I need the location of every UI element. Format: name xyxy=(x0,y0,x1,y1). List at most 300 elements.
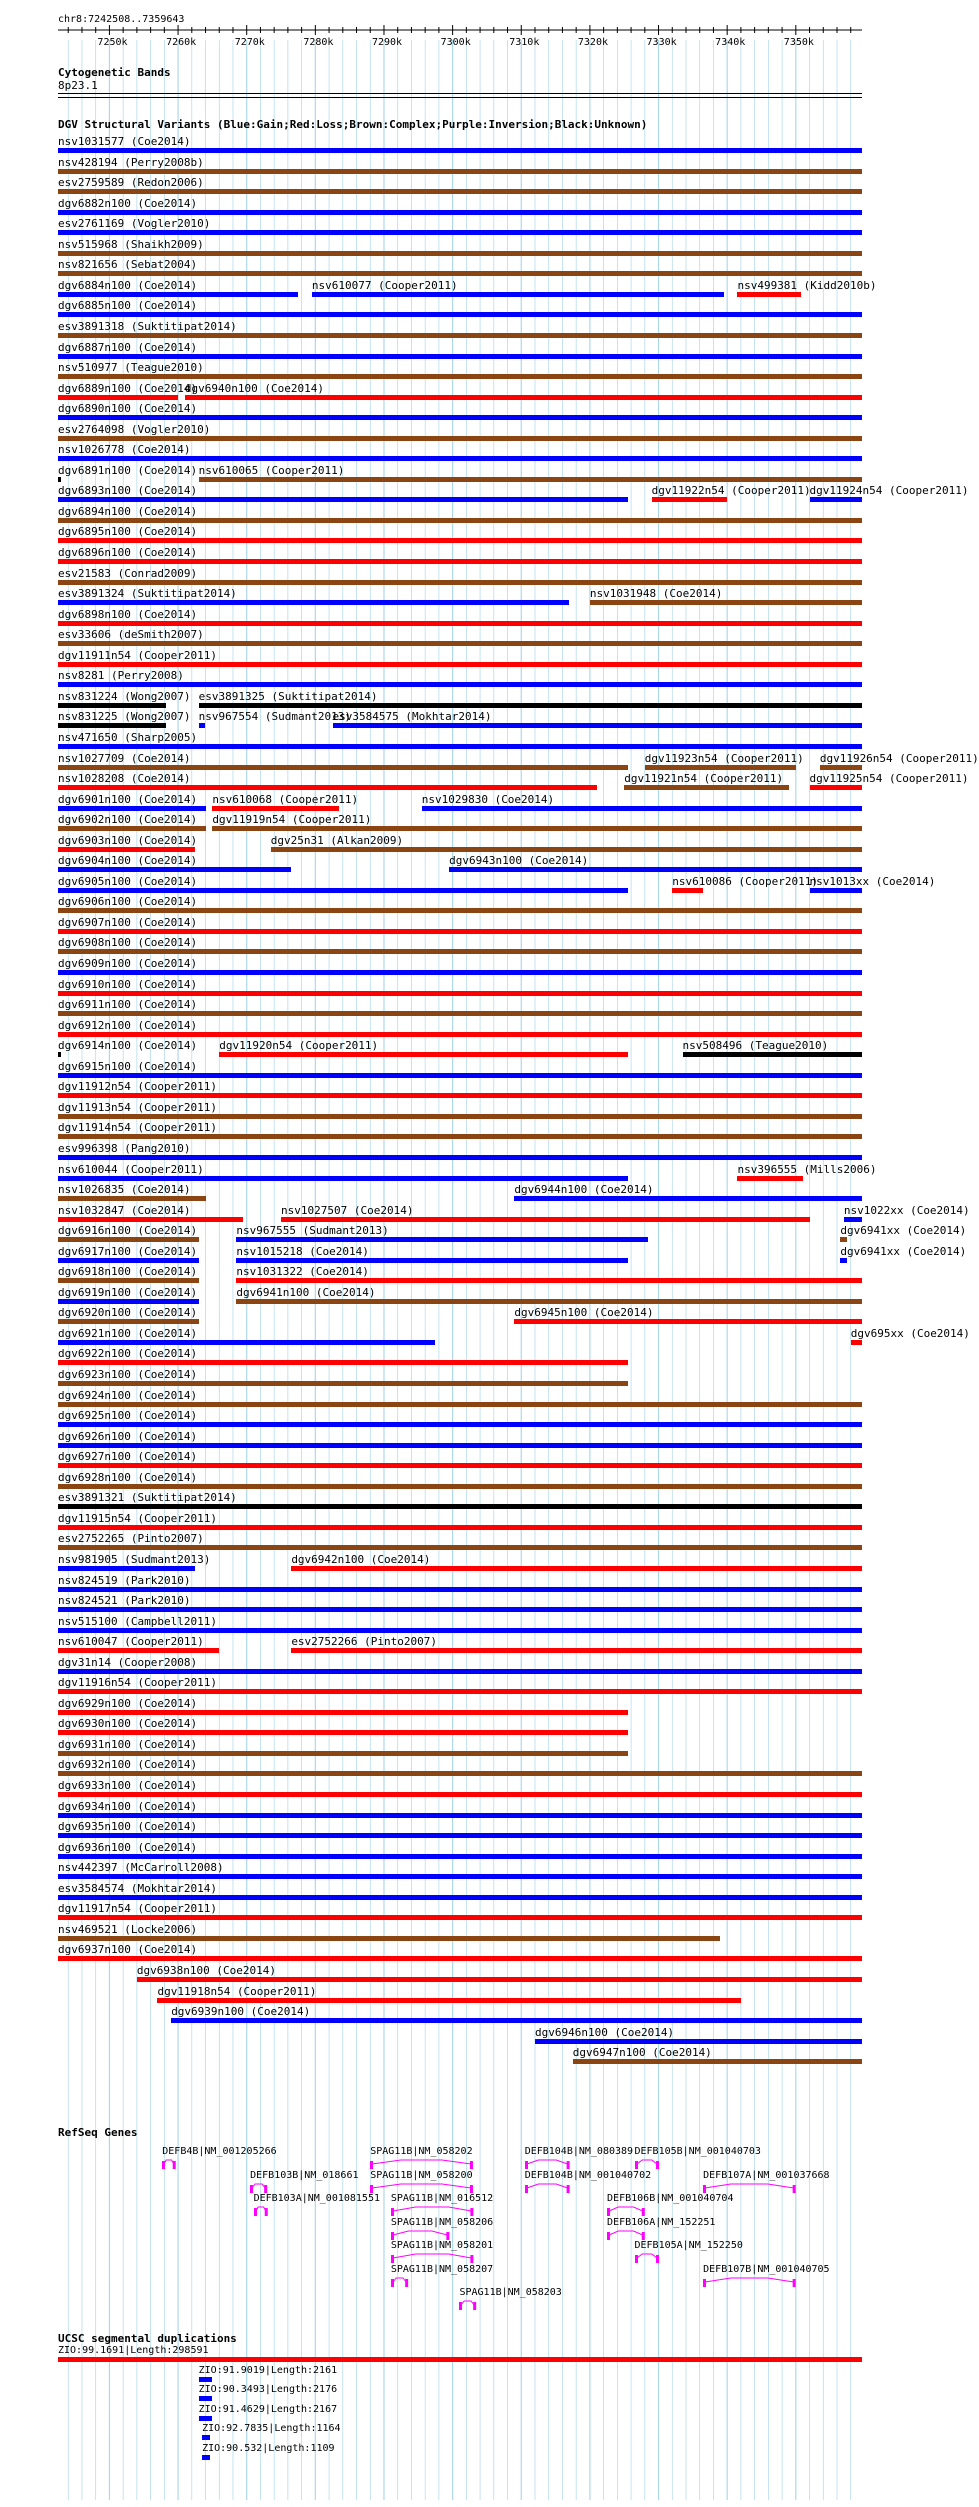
variant-bar[interactable] xyxy=(281,1217,810,1222)
gene-label-defb103b-nm-018661[interactable]: DEFB103B|NM_018661 xyxy=(250,2169,359,2181)
variant-bar[interactable] xyxy=(58,1628,862,1633)
variant-bar[interactable] xyxy=(58,1689,862,1694)
variant-bar[interactable] xyxy=(58,1792,862,1797)
variant-bar[interactable] xyxy=(58,1648,219,1653)
variant-label-dgv6901n100-coe2014[interactable]: dgv6901n100 (Coe2014) xyxy=(58,792,198,806)
variant-bar[interactable] xyxy=(212,826,862,831)
variant-bar[interactable] xyxy=(58,580,862,585)
variant-label-dgv6906n100-coe2014[interactable]: dgv6906n100 (Coe2014) xyxy=(58,895,198,909)
segdup-label[interactable]: ZIO:99.1691|Length:298591 xyxy=(58,2345,209,2356)
variant-label-esv2752265-pinto2007[interactable]: esv2752265 (Pinto2007) xyxy=(58,1532,204,1546)
variant-bar[interactable] xyxy=(171,2018,862,2023)
variant-bar[interactable] xyxy=(58,1052,61,1057)
variant-bar[interactable] xyxy=(58,374,862,379)
variant-bar[interactable] xyxy=(58,1114,862,1119)
variant-bar[interactable] xyxy=(58,1422,862,1427)
variant-bar[interactable] xyxy=(422,806,862,811)
variant-label-dgv6938n100-coe2014[interactable]: dgv6938n100 (Coe2014) xyxy=(136,1963,276,1977)
variant-bar[interactable] xyxy=(58,1360,628,1365)
variant-label-dgv31n14-cooper2008[interactable]: dgv31n14 (Cooper2008) xyxy=(58,1655,198,1669)
variant-bar[interactable] xyxy=(58,1854,862,1859)
variant-bar[interactable] xyxy=(58,600,569,605)
variant-bar[interactable] xyxy=(535,2039,862,2044)
segdup-label[interactable]: ZIO:91.9019|Length:2161 xyxy=(198,2364,338,2376)
variant-label-nsv428194-perry2008b[interactable]: nsv428194 (Perry2008b) xyxy=(58,155,204,169)
variant-label-dgv6939n100-coe2014[interactable]: dgv6939n100 (Coe2014) xyxy=(171,2005,311,2019)
segdup-bar[interactable] xyxy=(199,2377,213,2382)
variant-bar[interactable] xyxy=(514,1319,862,1324)
variant-bar[interactable] xyxy=(58,785,597,790)
segdup-label[interactable]: ZIO:90.3493|Length:2176 xyxy=(198,2384,338,2395)
variant-label-dgv6940n100-coe2014[interactable]: dgv6940n100 (Coe2014) xyxy=(184,381,324,395)
segdup-label[interactable]: ZIO:90.532|Length:1109 xyxy=(202,2442,335,2454)
variant-label-nsv1031577-coe2014[interactable]: nsv1031577 (Coe2014) xyxy=(58,135,191,148)
variant-bar[interactable] xyxy=(58,477,61,482)
variant-label-dgv6896n100-coe2014[interactable]: dgv6896n100 (Coe2014) xyxy=(58,546,198,559)
variant-bar[interactable] xyxy=(236,1258,627,1263)
variant-bar[interactable] xyxy=(236,1237,648,1242)
variant-bar[interactable] xyxy=(58,1155,862,1160)
variant-label-dgv11911n54-cooper2011[interactable]: dgv11911n54 (Cooper2011) xyxy=(58,648,217,662)
variant-label-dgv6907n100-coe2014[interactable]: dgv6907n100 (Coe2014) xyxy=(58,915,198,929)
gene-model[interactable] xyxy=(391,2229,451,2241)
gene-label-defb104b-nm-001040702[interactable]: DEFB104B|NM_001040702 xyxy=(524,2169,652,2181)
variant-bar[interactable] xyxy=(312,292,724,297)
variant-label-dgv6925n100-coe2014[interactable]: dgv6925n100 (Coe2014) xyxy=(58,1409,198,1423)
variant-bar[interactable] xyxy=(212,806,339,811)
variant-label-esv3584575-mokhtar2014[interactable]: esv3584575 (Mokhtar2014) xyxy=(332,710,492,724)
variant-label-dgv11915n54-cooper2011[interactable]: dgv11915n54 (Cooper2011) xyxy=(58,1511,217,1525)
gene-model[interactable] xyxy=(370,2158,475,2170)
variant-label-esv3891318-suktitipat2014[interactable]: esv3891318 (Suktitipat2014) xyxy=(58,319,237,333)
variant-bar[interactable] xyxy=(58,333,862,338)
variant-label-dgv6902n100-coe2014[interactable]: dgv6902n100 (Coe2014) xyxy=(58,813,198,827)
gene-label-defb106b-nm-001040704[interactable]: DEFB106B|NM_001040704 xyxy=(607,2193,734,2204)
variant-bar[interactable] xyxy=(58,436,862,441)
variant-label-dgv6908n100-coe2014[interactable]: dgv6908n100 (Coe2014) xyxy=(58,936,198,950)
gene-model[interactable] xyxy=(607,2205,647,2217)
variant-bar[interactable] xyxy=(840,1258,847,1263)
variant-label-esv21583-conrad2009[interactable]: esv21583 (Conrad2009) xyxy=(58,566,198,580)
segdup-bar[interactable] xyxy=(199,2396,213,2401)
variant-label-dgv6889n100-coe2014[interactable]: dgv6889n100 (Coe2014) xyxy=(58,381,198,395)
variant-label-dgv6914n100-coe2014[interactable]: dgv6914n100 (Coe2014) xyxy=(58,1039,198,1053)
variant-bar[interactable] xyxy=(514,1196,862,1201)
variant-bar[interactable] xyxy=(271,847,862,852)
variant-bar[interactable] xyxy=(58,559,862,564)
variant-bar[interactable] xyxy=(58,1751,628,1756)
variant-label-nsv610047-cooper2011[interactable]: nsv610047 (Cooper2011) xyxy=(58,1635,204,1649)
variant-label-dgv11921n54-cooper2011[interactable]: dgv11921n54 (Cooper2011) xyxy=(624,772,784,786)
variant-bar[interactable] xyxy=(58,662,862,667)
variant-label-dgv6890n100-coe2014[interactable]: dgv6890n100 (Coe2014) xyxy=(58,402,198,416)
gene-label-defb104b-nm-080389[interactable]: DEFB104B|NM_080389 xyxy=(524,2146,634,2157)
variant-bar[interactable] xyxy=(185,395,862,400)
variant-label-esv2759589-redon2006[interactable]: esv2759589 (Redon2006) xyxy=(58,176,204,190)
variant-label-dgv6921n100-coe2014[interactable]: dgv6921n100 (Coe2014) xyxy=(58,1326,198,1340)
variant-bar[interactable] xyxy=(624,785,789,790)
variant-label-dgv6934n100-coe2014[interactable]: dgv6934n100 (Coe2014) xyxy=(58,1799,198,1813)
variant-label-dgv6943n100-coe2014[interactable]: dgv6943n100 (Coe2014) xyxy=(449,854,589,868)
variant-bar[interactable] xyxy=(199,723,205,728)
variant-bar[interactable] xyxy=(58,1217,243,1222)
variant-bar[interactable] xyxy=(58,991,862,996)
variant-bar[interactable] xyxy=(652,497,728,502)
variant-label-nsv1031322-coe2014[interactable]: nsv1031322 (Coe2014) xyxy=(236,1265,369,1279)
variant-bar[interactable] xyxy=(58,169,862,174)
variant-bar[interactable] xyxy=(58,1093,862,1098)
variant-label-dgv11916n54-cooper2011[interactable]: dgv11916n54 (Cooper2011) xyxy=(58,1676,217,1690)
variant-bar[interactable] xyxy=(58,1402,862,1407)
variant-label-dgv11926n54-cooper2011[interactable]: dgv11926n54 (Cooper2011) xyxy=(819,751,979,765)
variant-label-dgv6931n100-coe2014[interactable]: dgv6931n100 (Coe2014) xyxy=(58,1737,198,1751)
gene-model[interactable] xyxy=(525,2182,572,2194)
variant-label-dgv11924n54-cooper2011[interactable]: dgv11924n54 (Cooper2011) xyxy=(809,484,969,498)
variant-bar[interactable] xyxy=(573,2059,862,2064)
variant-label-dgv6941xx-coe2014[interactable]: dgv6941xx (Coe2014) xyxy=(840,1244,967,1258)
variant-label-dgv11914n54-cooper2011[interactable]: dgv11914n54 (Cooper2011) xyxy=(58,1121,217,1135)
variant-label-dgv25n31-alkan2009[interactable]: dgv25n31 (Alkan2009) xyxy=(270,833,404,847)
variant-label-dgv6945n100-coe2014[interactable]: dgv6945n100 (Coe2014) xyxy=(514,1306,654,1320)
variant-label-dgv6941n100-coe2014[interactable]: dgv6941n100 (Coe2014) xyxy=(236,1285,376,1299)
variant-bar[interactable] xyxy=(58,867,291,872)
variant-label-dgv6915n100-coe2014[interactable]: dgv6915n100 (Coe2014) xyxy=(58,1059,198,1073)
variant-bar[interactable] xyxy=(58,806,206,811)
variant-label-nsv1026835-coe2014[interactable]: nsv1026835 (Coe2014) xyxy=(58,1183,191,1197)
variant-bar[interactable] xyxy=(58,518,862,523)
variant-label-dgv6920n100-coe2014[interactable]: dgv6920n100 (Coe2014) xyxy=(58,1306,198,1320)
variant-bar[interactable] xyxy=(58,1730,628,1735)
variant-bar[interactable] xyxy=(333,723,862,728)
variant-label-dgv6947n100-coe2014[interactable]: dgv6947n100 (Coe2014) xyxy=(572,2046,712,2060)
variant-label-dgv6905n100-coe2014[interactable]: dgv6905n100 (Coe2014) xyxy=(58,874,198,888)
variant-label-dgv6946n100-coe2014[interactable]: dgv6946n100 (Coe2014) xyxy=(534,2025,675,2039)
variant-bar[interactable] xyxy=(672,888,703,893)
gene-label-defb105b-nm-001040703[interactable]: DEFB105B|NM_001040703 xyxy=(634,2146,761,2157)
variant-bar[interactable] xyxy=(58,312,862,317)
variant-label-dgv6941xx-coe2014[interactable]: dgv6941xx (Coe2014) xyxy=(840,1224,967,1238)
gene-label-defb103a-nm-001081551[interactable]: DEFB103A|NM_001081551 xyxy=(253,2193,380,2204)
variant-label-dgv6898n100-coe2014[interactable]: dgv6898n100 (Coe2014) xyxy=(58,607,198,621)
variant-bar[interactable] xyxy=(810,497,862,502)
variant-bar[interactable] xyxy=(58,1443,862,1448)
variant-label-nsv469521-locke2006[interactable]: nsv469521 (Locke2006) xyxy=(58,1922,198,1936)
variant-label-dgv11920n54-cooper2011[interactable]: dgv11920n54 (Cooper2011) xyxy=(219,1039,379,1053)
variant-bar[interactable] xyxy=(236,1278,862,1283)
segdup-bar[interactable] xyxy=(202,2435,210,2440)
variant-label-dgv6926n100-coe2014[interactable]: dgv6926n100 (Coe2014) xyxy=(58,1429,198,1443)
variant-label-dgv11925n54-cooper2011[interactable]: dgv11925n54 (Cooper2011) xyxy=(809,772,969,786)
variant-label-dgv6903n100-coe2014[interactable]: dgv6903n100 (Coe2014) xyxy=(58,833,198,847)
variant-bar[interactable] xyxy=(58,641,862,646)
variant-bar[interactable] xyxy=(58,538,862,543)
variant-label-dgv6894n100-coe2014[interactable]: dgv6894n100 (Coe2014) xyxy=(58,504,198,518)
variant-label-nsv1028208-coe2014[interactable]: nsv1028208 (Coe2014) xyxy=(58,772,191,786)
variant-bar[interactable] xyxy=(58,908,862,913)
variant-bar[interactable] xyxy=(58,354,862,359)
variant-label-nsv396555-mills2006[interactable]: nsv396555 (Mills2006) xyxy=(737,1162,877,1176)
variant-label-dgv11912n54-cooper2011[interactable]: dgv11912n54 (Cooper2011) xyxy=(58,1080,217,1094)
variant-bar[interactable] xyxy=(58,1669,862,1674)
gene-label-spag11b-nm-058203[interactable]: SPAG11B|NM_058203 xyxy=(459,2287,562,2298)
variant-label-dgv695xx-coe2014[interactable]: dgv695xx (Coe2014) xyxy=(850,1326,970,1340)
variant-label-nsv610044-cooper2011[interactable]: nsv610044 (Cooper2011) xyxy=(58,1162,204,1176)
gene-model[interactable] xyxy=(391,2276,410,2288)
variant-bar[interactable] xyxy=(58,1936,720,1941)
variant-bar[interactable] xyxy=(58,456,862,461)
variant-bar[interactable] xyxy=(58,497,628,502)
segdup-bar[interactable] xyxy=(202,2455,210,2460)
variant-label-dgv6911n100-coe2014[interactable]: dgv6911n100 (Coe2014) xyxy=(58,998,198,1012)
variant-bar[interactable] xyxy=(58,189,862,194)
variant-bar[interactable] xyxy=(58,292,298,297)
variant-bar[interactable] xyxy=(58,1484,862,1489)
variant-bar[interactable] xyxy=(58,1258,199,1263)
variant-label-dgv6936n100-coe2014[interactable]: dgv6936n100 (Coe2014) xyxy=(58,1840,198,1854)
variant-bar[interactable] xyxy=(137,1977,862,1982)
gene-model[interactable] xyxy=(607,2229,647,2241)
variant-label-nsv442397-mccarroll2008[interactable]: nsv442397 (McCarroll2008) xyxy=(58,1861,224,1875)
variant-label-dgv6927n100-coe2014[interactable]: dgv6927n100 (Coe2014) xyxy=(58,1450,198,1464)
segdup-bar[interactable] xyxy=(199,2416,213,2421)
segdup-label[interactable]: ZIO:91.4629|Length:2167 xyxy=(198,2403,338,2415)
variant-label-dgv6924n100-coe2014[interactable]: dgv6924n100 (Coe2014) xyxy=(58,1388,198,1402)
variant-bar[interactable] xyxy=(58,1011,862,1016)
gene-label-spag11b-nm-058202[interactable]: SPAG11B|NM_058202 xyxy=(370,2146,473,2157)
variant-label-nsv610086-cooper2011[interactable]: nsv610086 (Cooper2011) xyxy=(672,874,818,888)
variant-bar[interactable] xyxy=(851,1340,862,1345)
variant-bar[interactable] xyxy=(590,600,862,605)
variant-label-dgv6916n100-coe2014[interactable]: dgv6916n100 (Coe2014) xyxy=(58,1224,198,1238)
variant-bar[interactable] xyxy=(58,1833,862,1838)
variant-label-nsv831225-wong2007[interactable]: nsv831225 (Wong2007) xyxy=(58,710,191,724)
gene-label-defb105a-nm-152250[interactable]: DEFB105A|NM_152250 xyxy=(634,2240,743,2251)
variant-label-nsv8281-perry2008[interactable]: nsv8281 (Perry2008) xyxy=(58,669,184,683)
gene-model[interactable] xyxy=(703,2182,798,2194)
variant-bar[interactable] xyxy=(449,867,862,872)
variant-bar[interactable] xyxy=(58,949,862,954)
variant-bar[interactable] xyxy=(58,1299,199,1304)
variant-label-dgv6919n100-coe2014[interactable]: dgv6919n100 (Coe2014) xyxy=(58,1285,198,1299)
variant-bar[interactable] xyxy=(683,1052,862,1057)
gene-label-spag11b-nm-016512[interactable]: SPAG11B|NM_016512 xyxy=(390,2193,494,2204)
variant-bar[interactable] xyxy=(58,148,862,153)
gene-label-defb107a-nm-001037668[interactable]: DEFB107A|NM_001037668 xyxy=(703,2169,830,2181)
variant-label-nsv499381-kidd2010b[interactable]: nsv499381 (Kidd2010b) xyxy=(737,278,877,292)
variant-bar[interactable] xyxy=(58,765,628,770)
gene-label-spag11b-nm-058201[interactable]: SPAG11B|NM_058201 xyxy=(390,2240,494,2251)
segdup-label[interactable]: ZIO:92.7835|Length:1164 xyxy=(202,2423,341,2434)
variant-bar[interactable] xyxy=(58,1381,628,1386)
variant-bar[interactable] xyxy=(737,292,800,297)
gene-label-spag11b-nm-058207[interactable]: SPAG11B|NM_058207 xyxy=(390,2263,494,2275)
variant-bar[interactable] xyxy=(58,1134,862,1139)
variant-bar[interactable] xyxy=(58,1895,862,1900)
gene-model[interactable] xyxy=(635,2158,661,2170)
variant-bar[interactable] xyxy=(58,1813,862,1818)
gene-model[interactable] xyxy=(162,2158,178,2170)
variant-bar[interactable] xyxy=(58,888,628,893)
variant-label-esv996398-pang2010[interactable]: esv996398 (Pang2010) xyxy=(58,1141,191,1155)
variant-bar[interactable] xyxy=(58,1525,862,1530)
variant-bar[interactable] xyxy=(58,1566,195,1571)
variant-bar[interactable] xyxy=(820,765,862,770)
variant-label-dgv6891n100-coe2014[interactable]: dgv6891n100 (Coe2014) xyxy=(58,463,198,477)
variant-label-dgv6935n100-coe2014[interactable]: dgv6935n100 (Coe2014) xyxy=(58,1820,198,1834)
variant-label-dgv6882n100-coe2014[interactable]: dgv6882n100 (Coe2014) xyxy=(58,196,198,210)
variant-label-nsv515100-campbell2011[interactable]: nsv515100 (Campbell2011) xyxy=(58,1614,217,1628)
variant-label-nsv510977-teague2010[interactable]: nsv510977 (Teague2010) xyxy=(58,361,204,375)
variant-label-nsv1015218-coe2014[interactable]: nsv1015218 (Coe2014) xyxy=(236,1244,369,1258)
variant-bar[interactable] xyxy=(58,744,862,749)
variant-label-dgv6917n100-coe2014[interactable]: dgv6917n100 (Coe2014) xyxy=(58,1244,198,1258)
variant-label-nsv1013xx-coe2014[interactable]: nsv1013xx (Coe2014) xyxy=(809,874,936,888)
variant-bar[interactable] xyxy=(58,271,862,276)
variant-bar[interactable] xyxy=(58,621,862,626)
variant-bar[interactable] xyxy=(157,1998,740,2003)
variant-bar[interactable] xyxy=(58,1319,199,1324)
variant-bar[interactable] xyxy=(844,1217,862,1222)
variant-bar[interactable] xyxy=(58,826,206,831)
variant-label-dgv6922n100-coe2014[interactable]: dgv6922n100 (Coe2014) xyxy=(58,1347,198,1361)
variant-bar[interactable] xyxy=(199,477,862,482)
variant-bar[interactable] xyxy=(58,1073,862,1078)
gene-model[interactable] xyxy=(525,2158,572,2170)
variant-bar[interactable] xyxy=(219,1052,627,1057)
variant-label-dgv6918n100-coe2014[interactable]: dgv6918n100 (Coe2014) xyxy=(58,1265,198,1279)
variant-bar[interactable] xyxy=(58,1196,206,1201)
variant-label-nsv610065-cooper2011[interactable]: nsv610065 (Cooper2011) xyxy=(198,463,345,477)
variant-label-dgv6895n100-coe2014[interactable]: dgv6895n100 (Coe2014) xyxy=(58,525,198,539)
variant-label-dgv6930n100-coe2014[interactable]: dgv6930n100 (Coe2014) xyxy=(58,1717,198,1731)
variant-bar[interactable] xyxy=(58,1956,862,1961)
variant-label-esv33606-desmith2007[interactable]: esv33606 (deSmith2007) xyxy=(58,628,204,642)
variant-label-nsv1031948-coe2014[interactable]: nsv1031948 (Coe2014) xyxy=(589,587,723,601)
variant-label-dgv6932n100-coe2014[interactable]: dgv6932n100 (Coe2014) xyxy=(58,1758,198,1772)
variant-bar[interactable] xyxy=(58,395,178,400)
gene-model[interactable] xyxy=(370,2182,475,2194)
variant-label-dgv11917n54-cooper2011[interactable]: dgv11917n54 (Cooper2011) xyxy=(58,1902,217,1916)
gene-label-defb106a-nm-152251[interactable]: DEFB106A|NM_152251 xyxy=(607,2216,716,2228)
variant-label-nsv1027709-coe2014[interactable]: nsv1027709 (Coe2014) xyxy=(58,751,191,765)
gene-model[interactable] xyxy=(703,2276,798,2288)
variant-bar[interactable] xyxy=(58,703,166,708)
variant-bar[interactable] xyxy=(58,1504,862,1509)
variant-bar[interactable] xyxy=(58,251,862,256)
variant-label-nsv508496-teague2010[interactable]: nsv508496 (Teague2010) xyxy=(682,1039,829,1053)
variant-label-nsv967555-sudmant2013[interactable]: nsv967555 (Sudmant2013) xyxy=(236,1224,389,1238)
gene-model[interactable] xyxy=(391,2205,475,2217)
variant-label-dgv11918n54-cooper2011[interactable]: dgv11918n54 (Cooper2011) xyxy=(157,1984,317,1998)
variant-label-dgv11922n54-cooper2011[interactable]: dgv11922n54 (Cooper2011) xyxy=(651,484,811,498)
variant-label-nsv1022xx-coe2014[interactable]: nsv1022xx (Coe2014) xyxy=(843,1203,970,1217)
variant-label-dgv6893n100-coe2014[interactable]: dgv6893n100 (Coe2014) xyxy=(58,484,198,498)
variant-bar[interactable] xyxy=(58,1771,862,1776)
variant-label-dgv11919n54-cooper2011[interactable]: dgv11919n54 (Cooper2011) xyxy=(212,813,372,827)
variant-bar[interactable] xyxy=(58,1340,435,1345)
variant-bar[interactable] xyxy=(58,1545,862,1550)
variant-bar[interactable] xyxy=(58,1710,628,1715)
variant-label-esv2761169-vogler2010[interactable]: esv2761169 (Vogler2010) xyxy=(58,217,211,231)
variant-bar[interactable] xyxy=(58,847,195,852)
variant-bar[interactable] xyxy=(58,1874,862,1879)
variant-label-dgv6910n100-coe2014[interactable]: dgv6910n100 (Coe2014) xyxy=(58,977,198,991)
variant-bar[interactable] xyxy=(58,929,862,934)
variant-label-dgv11913n54-cooper2011[interactable]: dgv11913n54 (Cooper2011) xyxy=(58,1100,217,1114)
variant-label-dgv6937n100-coe2014[interactable]: dgv6937n100 (Coe2014) xyxy=(58,1943,198,1957)
variant-label-esv3584574-mokhtar2014[interactable]: esv3584574 (Mokhtar2014) xyxy=(58,1881,217,1895)
variant-label-dgv6887n100-coe2014[interactable]: dgv6887n100 (Coe2014) xyxy=(58,340,198,354)
variant-label-nsv1029830-coe2014[interactable]: nsv1029830 (Coe2014) xyxy=(421,792,555,806)
gene-label-defb107b-nm-001040705[interactable]: DEFB107B|NM_001040705 xyxy=(703,2263,830,2275)
variant-label-nsv967554-sudmant2013[interactable]: nsv967554 (Sudmant2013) xyxy=(198,710,351,724)
variant-label-nsv1027507-coe2014[interactable]: nsv1027507 (Coe2014) xyxy=(281,1203,414,1217)
variant-label-esv3891324-suktitipat2014[interactable]: esv3891324 (Suktitipat2014) xyxy=(58,587,237,601)
variant-bar[interactable] xyxy=(810,785,862,790)
variant-bar[interactable] xyxy=(58,1278,199,1283)
variant-label-nsv610077-cooper2011[interactable]: nsv610077 (Cooper2011) xyxy=(311,278,458,292)
variant-label-nsv831224-wong2007[interactable]: nsv831224 (Wong2007) xyxy=(58,689,191,703)
variant-label-nsv824519-park2010[interactable]: nsv824519 (Park2010) xyxy=(58,1573,191,1587)
variant-label-nsv471650-sharp2005[interactable]: nsv471650 (Sharp2005) xyxy=(58,730,198,744)
segdup-bar[interactable] xyxy=(58,2357,862,2362)
variant-label-dgv6904n100-coe2014[interactable]: dgv6904n100 (Coe2014) xyxy=(58,854,198,868)
variant-label-dgv6912n100-coe2014[interactable]: dgv6912n100 (Coe2014) xyxy=(58,1018,198,1032)
variant-bar[interactable] xyxy=(810,888,862,893)
variant-label-dgv6944n100-coe2014[interactable]: dgv6944n100 (Coe2014) xyxy=(514,1183,654,1197)
variant-label-nsv1032847-coe2014[interactable]: nsv1032847 (Coe2014) xyxy=(58,1203,191,1217)
gene-label-defb4b-nm-001205266[interactable]: DEFB4B|NM_001205266 xyxy=(162,2146,277,2157)
variant-bar[interactable] xyxy=(236,1299,862,1304)
variant-label-nsv610068-cooper2011[interactable]: nsv610068 (Cooper2011) xyxy=(212,792,359,806)
variant-bar[interactable] xyxy=(58,1587,862,1592)
gene-model[interactable] xyxy=(635,2252,661,2264)
gene-model[interactable] xyxy=(254,2205,270,2217)
variant-label-dgv6885n100-coe2014[interactable]: dgv6885n100 (Coe2014) xyxy=(58,299,198,313)
variant-label-dgv6929n100-coe2014[interactable]: dgv6929n100 (Coe2014) xyxy=(58,1696,198,1710)
variant-bar[interactable] xyxy=(58,230,862,235)
variant-bar[interactable] xyxy=(840,1237,847,1242)
variant-label-esv3891321-suktitipat2014[interactable]: esv3891321 (Suktitipat2014) xyxy=(58,1491,237,1505)
variant-bar[interactable] xyxy=(291,1648,862,1653)
variant-label-nsv824521-park2010[interactable]: nsv824521 (Park2010) xyxy=(58,1594,191,1608)
variant-bar[interactable] xyxy=(58,723,166,728)
variant-bar[interactable] xyxy=(58,210,862,215)
variant-bar[interactable] xyxy=(58,1915,862,1920)
variant-label-dgv6933n100-coe2014[interactable]: dgv6933n100 (Coe2014) xyxy=(58,1779,198,1792)
gene-model[interactable] xyxy=(250,2182,269,2194)
variant-bar[interactable] xyxy=(291,1566,862,1571)
variant-label-esv2764098-vogler2010[interactable]: esv2764098 (Vogler2010) xyxy=(58,422,211,436)
variant-label-nsv1026778-coe2014[interactable]: nsv1026778 (Coe2014) xyxy=(58,443,191,457)
variant-bar[interactable] xyxy=(58,415,862,420)
gene-model[interactable] xyxy=(391,2252,475,2264)
variant-bar[interactable] xyxy=(737,1176,802,1181)
variant-bar[interactable] xyxy=(58,1176,628,1181)
variant-bar[interactable] xyxy=(58,1607,862,1612)
gene-label-spag11b-nm-058200[interactable]: SPAG11B|NM_058200 xyxy=(370,2169,473,2181)
variant-label-dgv6909n100-coe2014[interactable]: dgv6909n100 (Coe2014) xyxy=(58,957,198,970)
gene-model[interactable] xyxy=(459,2299,478,2311)
variant-bar[interactable] xyxy=(58,1237,199,1242)
variant-label-esv2752266-pinto2007[interactable]: esv2752266 (Pinto2007) xyxy=(291,1635,438,1649)
variant-bar[interactable] xyxy=(199,703,862,708)
variant-bar[interactable] xyxy=(58,682,862,687)
variant-label-dgv6928n100-coe2014[interactable]: dgv6928n100 (Coe2014) xyxy=(58,1470,198,1484)
variant-label-dgv11923n54-cooper2011[interactable]: dgv11923n54 (Cooper2011) xyxy=(644,751,804,765)
variant-bar[interactable] xyxy=(58,1032,862,1037)
variant-bar[interactable] xyxy=(645,765,796,770)
